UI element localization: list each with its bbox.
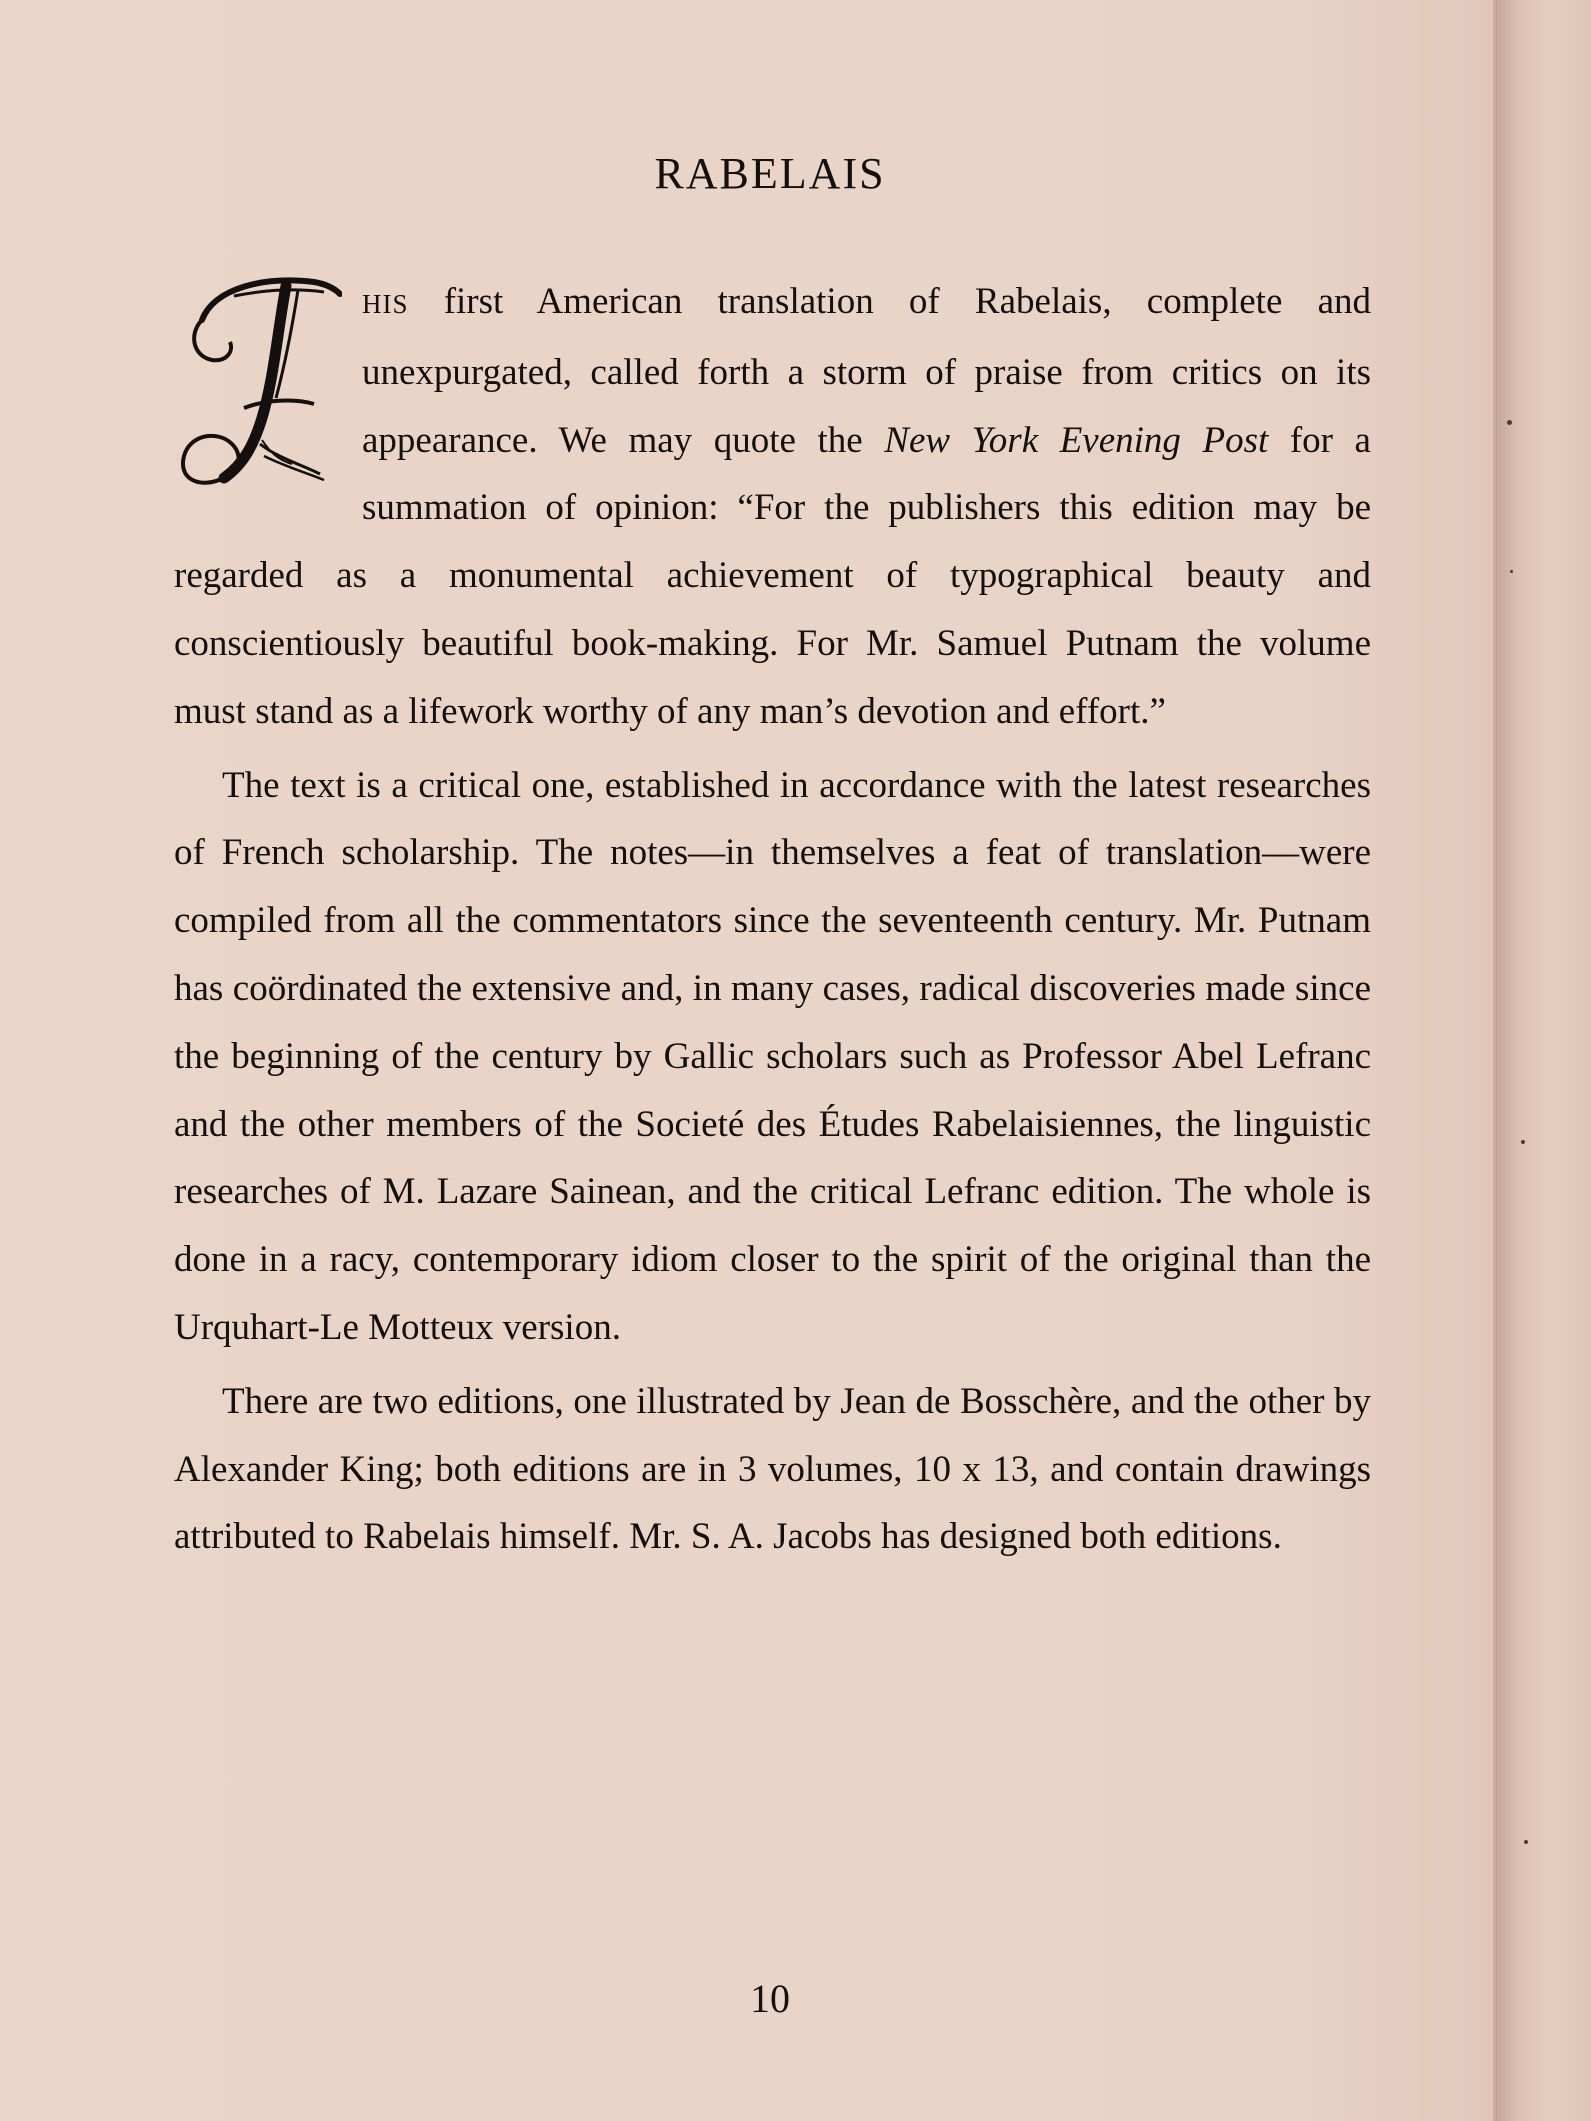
paper-speck (1507, 420, 1512, 425)
newspaper-title: New York Evening Post (884, 419, 1269, 461)
paper-speck (1521, 1140, 1525, 1144)
paper-speck (1510, 570, 1513, 573)
ornamental-dropcap (174, 268, 342, 500)
paper-speck (1524, 1840, 1528, 1844)
body-text (174, 268, 1371, 1571)
page-edge-line (1493, 0, 1497, 2121)
paragraph-3: There are two editions, one illustrated by Jean de Bosschère, and the other by Alexander King; both editions are in 3 volumes, 10 x 13, and contain drawings attributed to Rabelais himself. Mr. S. A. Jacobs has designed both editions. (174, 1380, 1371, 1558)
paragraph-1-text-b: for a summation of opinion: “For the publishers this edition may be regarded as a monumental achievement of typographical beauty and conscientiously beautiful book-making. For Mr. Samuel Putnam the volume must stand as a lifework worthy of any man’s devotion and effort.” (174, 419, 1371, 732)
paragraph-1-text-a: first American translation of Rabelais, complete and unexpurgated, called forth a storm of praise from critics on its appearance. We may quote the (362, 281, 1371, 461)
page-gutter (1496, 0, 1591, 2121)
paragraph-1 (174, 268, 1371, 746)
paragraph-2: The text is a critical one, established in accordance with the latest researches of French scholarship. The notes—in themselves a feat of translation—were compiled from all the commentators since the seventeenth century. Mr. Putnam has coördinated the extensive and, in many cases, radical discoveries made since the beginning of the century by Gallic scholars such as Professor Abel Lefranc and the other members of the Societé des Études Rabelaisiennes, the linguistic researches of M. Lazare Sainean, and the critical Lefranc edition. The whole is done in a racy, contemporary idiom closer to the spirit of the original than the Urquhart-Le Motteux version. (174, 764, 1371, 1348)
running-head: RABELAIS (654, 149, 886, 198)
lead-smallcaps: HIS (362, 289, 409, 319)
page-number: 10 (750, 1976, 790, 2021)
